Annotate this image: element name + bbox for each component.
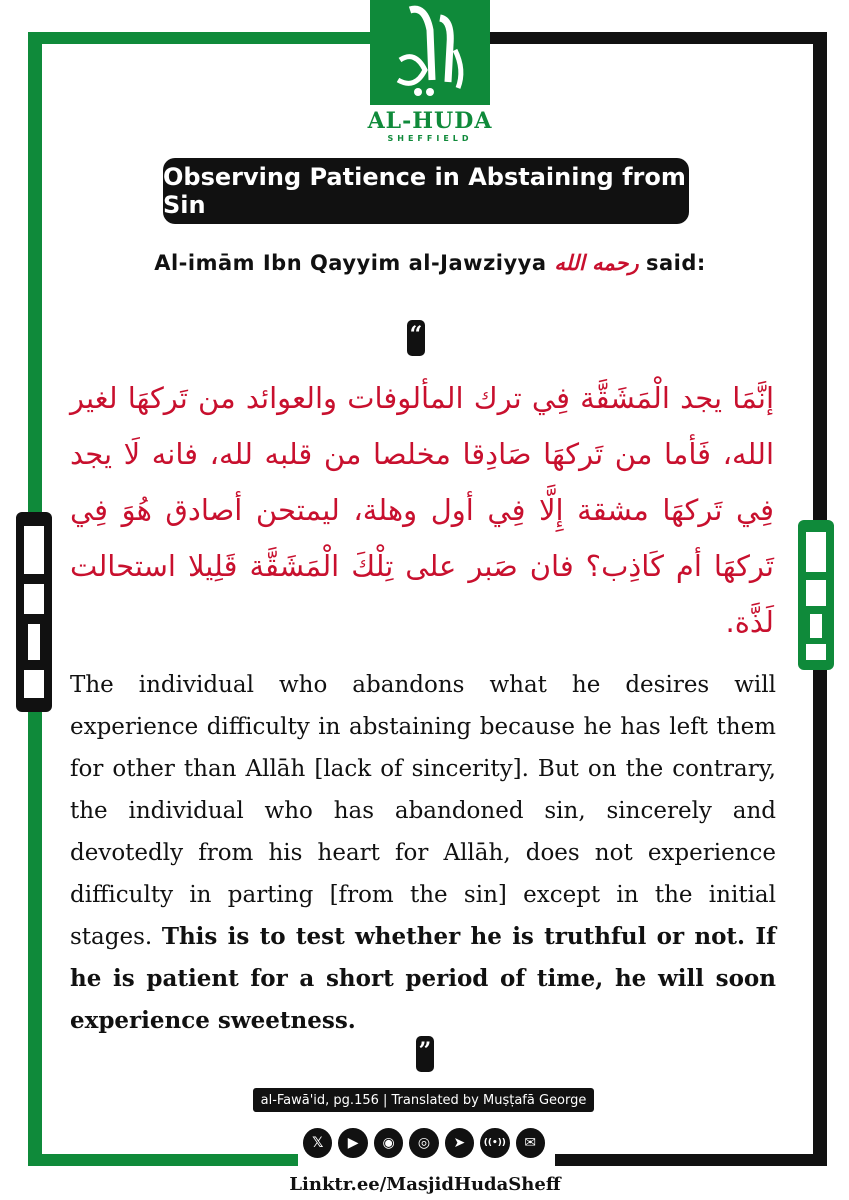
frame-right-upper bbox=[813, 32, 827, 522]
frame-bottom-left-h bbox=[28, 1154, 298, 1166]
email-icon[interactable]: ✉ bbox=[516, 1128, 545, 1158]
said-word: said: bbox=[645, 251, 706, 275]
frame-top-left bbox=[28, 32, 370, 44]
logo bbox=[370, 0, 490, 105]
frame-bottom-left bbox=[28, 1016, 42, 1166]
page-title-text: Observing Patience in Abstaining from Sin bbox=[163, 163, 686, 219]
honorific: رحمه الله bbox=[554, 250, 639, 275]
frame-left-upper bbox=[28, 32, 42, 528]
close-quote-mark: ” bbox=[416, 1036, 434, 1072]
frame-left-lower bbox=[28, 690, 42, 1030]
english-translation bbox=[70, 664, 776, 1042]
left-calligraphy-mark bbox=[10, 512, 58, 712]
frame-top-right bbox=[490, 32, 827, 44]
attribution bbox=[120, 250, 740, 275]
social-links bbox=[303, 1128, 545, 1168]
frame-bottom-right-h bbox=[555, 1154, 827, 1166]
podcast-icon[interactable]: ◉ bbox=[374, 1128, 403, 1158]
source-reference-text: al-Fawā'id, pg.156 | Translated by Muṣṭafā George bbox=[260, 1092, 587, 1108]
source-reference bbox=[253, 1088, 594, 1112]
mixlr-icon[interactable]: ◎ bbox=[409, 1128, 438, 1158]
arabic-quote: إنَّمَا يجد الْمَشَقَّة فِي ترك المألوفات والعوائد من تَركهَا لغير الله، فَأما من تَركهَا صَادِقا مخلصا من قلبه لله، فانه لَا يجد فِي تَركهَا مشقة إِلَّا فِي أول وهلة، ليمتحن أصادق هُوَ فِي تَركهَا أم كَاذِب؟ فان صَبر على تِلْكَ الْمَشَقَّة قَلِيلا استحالت لَذَّة. bbox=[70, 381, 774, 639]
broadcast-icon[interactable]: ((•)) bbox=[480, 1128, 509, 1158]
linktree-link[interactable]: Linktr.ee/MasjidHudaSheff bbox=[289, 1174, 561, 1195]
open-quote-mark: “ bbox=[407, 320, 425, 356]
page-title bbox=[163, 158, 689, 224]
translation-regular: The individual who abandons what he desires will experience difficulty in abstaining because he has left them for other than Allāh [lack of sincerity]. But on the contrary, the individual who has abandoned sin, sincerely and devotedly from his heart for Allāh, does not experience difficulty in parting [from the sin] except in the initial stages. bbox=[70, 672, 776, 950]
x-icon[interactable]: 𝕏 bbox=[303, 1128, 332, 1158]
scholar-name: Al-imām Ibn Qayyim al-Jawziyya bbox=[154, 251, 547, 275]
right-calligraphy-mark bbox=[792, 520, 840, 720]
frame-right-lower bbox=[813, 670, 827, 1166]
brand-name: AL-HUDA bbox=[367, 108, 493, 134]
brand-subtitle: SHEFFIELD bbox=[387, 134, 473, 143]
telegram-icon[interactable]: ➤ bbox=[445, 1128, 474, 1158]
youtube-icon[interactable]: ▶ bbox=[338, 1128, 367, 1158]
translation-bold: This is to test whether he is truthful or not. If he is patient for a short period of time, he will soon experience sweetness. bbox=[70, 923, 777, 1034]
